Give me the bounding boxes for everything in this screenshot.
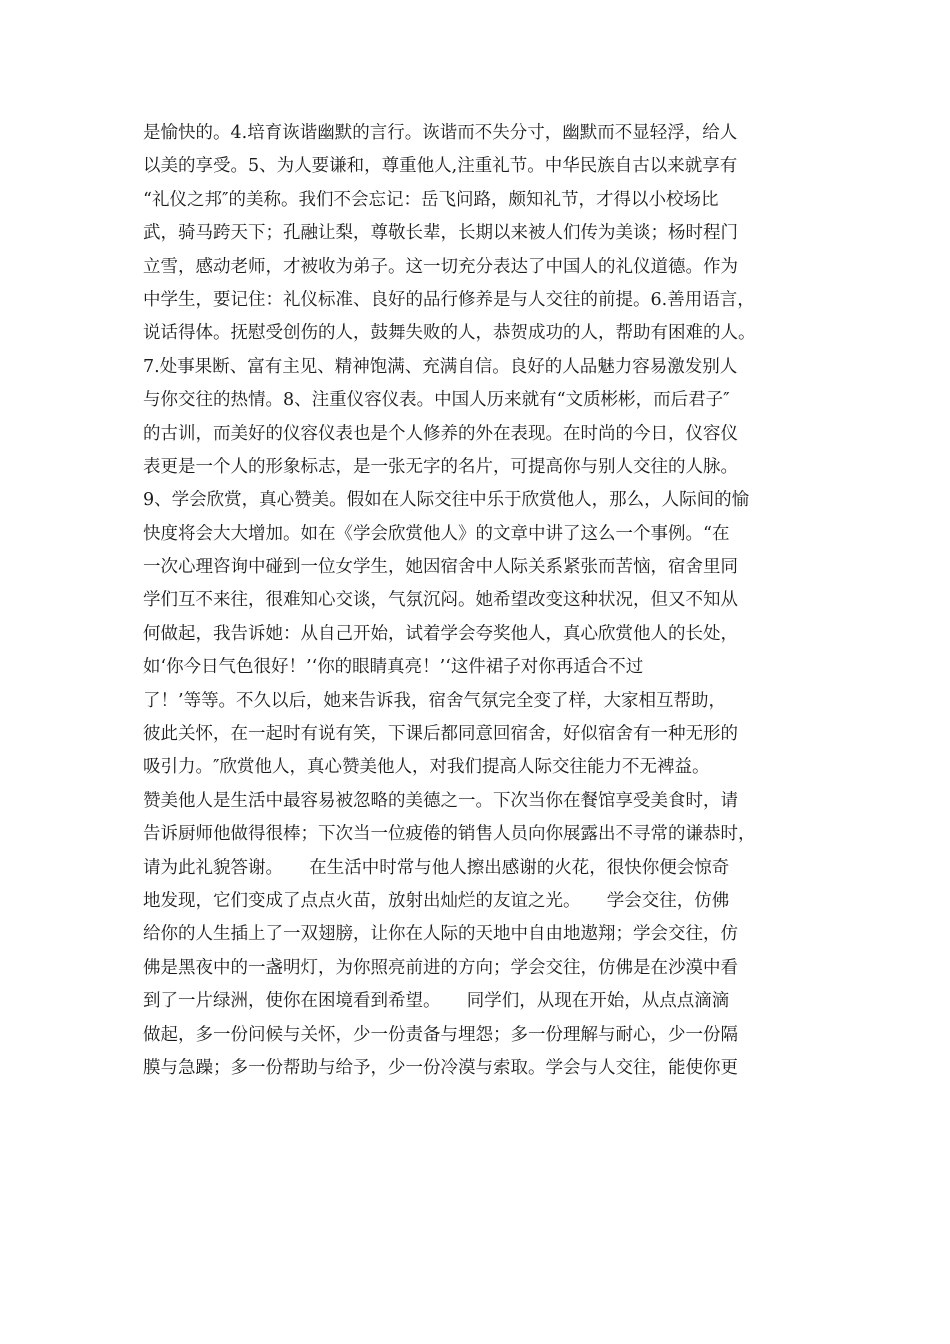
text-line: 的古训，而美好的仪容仪表也是个人修养的外在表现。在时尚的今日，仪容仪 [143, 423, 738, 444]
text-line: 立雪，感动老师，才被收为弟子。这一切充分表达了中国人的礼仪道德。作为 [143, 256, 738, 277]
text-line: 赞美他人是生活中最容易被忽略的美德之一。下次当你在餐馆享受美食时，请 [143, 790, 738, 811]
text-line: 吸引力。″欣赏他人，真心赞美他人，对我们提高人际交往能力不无裨益。 [143, 757, 710, 778]
text-line: 与你交往的热情。8、注重仪容仪表。中国人历来就有“文质彬彬，而后君子″ [143, 390, 730, 411]
text-line: 以美的享受。5、为人要谦和，尊重他人,注重礼节。中华民族自古以来就享有 [143, 156, 738, 177]
text-line: 9、学会欣赏，真心赞美。假如在人际交往中乐于欣赏他人，那么，人际间的愉 [143, 490, 750, 511]
text-line: 做起，多一份问候与关怀，少一份责备与埋怨；多一份理解与耐心，少一份隔 [143, 1024, 738, 1045]
text-line: “礼仪之邦″的美称。我们不会忘记：岳飞问路，颇知礼节，才得以小校场比 [143, 189, 719, 210]
text-line: 7.处事果断、富有主见、精神饱满、充满自信。良好的人品魅力容易激发别人 [143, 356, 738, 377]
text-line: 学们互不来往，很难知心交谈，气氛沉闷。她希望改变这种状况，但又不知从 [143, 590, 738, 611]
text-line: 一次心理咨询中碰到一位女学生，她因宿舍中人际关系紧张而苦恼，宿舍里同 [143, 557, 738, 578]
text-line: 何做起，我告诉她：从自己开始，试着学会夸奖他人，真心欣赏他人的长处， [143, 623, 738, 644]
text-line: 说话得体。抚慰受创伤的人，鼓舞失败的人，恭贺成功的人，帮助有困难的人。 [143, 323, 756, 344]
text-line: 到了一片绿洲，使你在困境看到希望。 同学们，从现在开始，从点点滴滴 [143, 991, 730, 1012]
text-line: 了！’等等。不久以后，她来告诉我，宿舍气氛完全变了样，大家相互帮助， [143, 690, 727, 711]
text-line: 彼此关怀，在一起时有说有笑，下课后都同意回宿舍，好似宿舍有一种无形的 [143, 724, 738, 745]
text-line: 告诉厨师他做得很棒；下次当一位疲倦的销售人员向你展露出不寻常的谦恭时， [143, 824, 756, 845]
text-line: 武，骑马跨天下；孔融让梨，尊敬长辈，长期以来被人们传为美谈；杨时程门 [143, 223, 738, 244]
text-line: 是愉快的。4.培育诙谐幽默的言行。诙谐而不失分寸，幽默而不显轻浮，给人 [143, 123, 738, 143]
text-line: 地发现，它们变成了点点火苗，放射出灿烂的友谊之光。 学会交往，仿佛 [143, 890, 730, 911]
body-text [143, 117, 823, 1085]
text-line: 请为此礼貌答谢。 在生活中时常与他人擦出感谢的火花，很快你便会惊奇 [143, 857, 730, 878]
text-line: 如‘你今日气色很好！’‘你的眼睛真亮！’‘这件裙子对你再适合不过 [143, 657, 644, 678]
text-line: 给你的人生插上了一双翅膀，让你在人际的天地中自由地遨翔；学会交往，仿 [143, 924, 738, 945]
text-line: 快度将会大大增加。如在《学会欣赏他人》的文章中讲了这么一个事例。“在 [143, 523, 730, 544]
text-line: 佛是黑夜中的一盏明灯，为你照亮前进的方向；学会交往，仿佛是在沙漠中看 [143, 957, 738, 978]
text-line: 膜与急躁；多一份帮助与给予，少一份冷漠与索取。学会与人交往，能使你更 [143, 1057, 738, 1078]
text-line: 中学生，要记住：礼仪标准、良好的品行修养是与人交往的前提。6.善用语言， [143, 289, 755, 310]
text-line: 表更是一个人的形象标志，是一张无字的名片，可提高你与别人交往的人脉。 [143, 456, 738, 477]
